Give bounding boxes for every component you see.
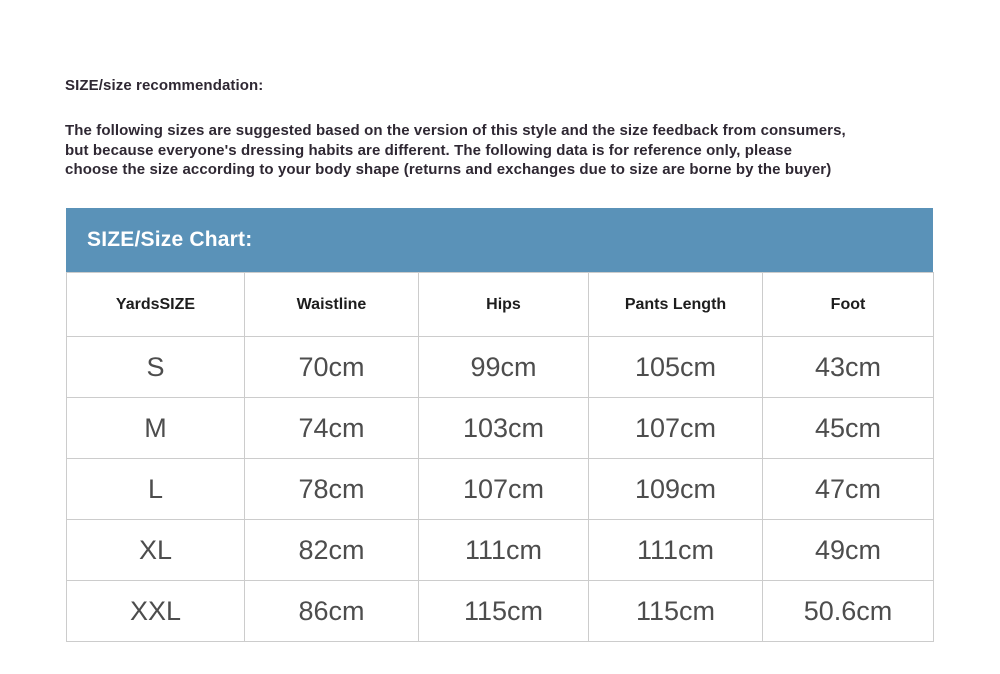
size-cell: M: [67, 398, 245, 459]
column-header-yards-size: YardsSIZE: [67, 273, 245, 337]
hips-cell: 107cm: [419, 459, 589, 520]
disclaimer-line-2: but because everyone's dressing habits are different. The following data is for reference only, please: [65, 141, 793, 159]
pants-length-cell: 109cm: [589, 459, 763, 520]
table-row-xl: [67, 520, 934, 581]
column-header-pants-length: Pants Length: [589, 273, 763, 337]
size-chart-title-bar: [66, 208, 933, 272]
table-row-l: [67, 459, 934, 520]
pants-length-cell: 115cm: [589, 581, 763, 642]
column-header-waistline: Waistline: [245, 273, 419, 337]
disclaimer-line-3: choose the size according to your body shape (returns and exchanges due to size are borne by the buyer): [65, 161, 832, 178]
foot-cell: 43cm: [763, 337, 934, 398]
hips-cell: 115cm: [419, 581, 589, 642]
waistline-cell: 82cm: [245, 520, 419, 581]
waistline-cell: 86cm: [245, 581, 419, 642]
size-cell: L: [67, 459, 245, 520]
hips-cell: 111cm: [419, 520, 589, 581]
hips-cell: 99cm: [419, 337, 589, 398]
page-title: SIZE/size recommendation:: [65, 77, 264, 94]
waistline-cell: 70cm: [245, 337, 419, 398]
size-chart-section: [66, 208, 933, 642]
table-row-xxl: [67, 581, 934, 642]
waistline-cell: 78cm: [245, 459, 419, 520]
size-cell: S: [67, 337, 245, 398]
foot-cell: 49cm: [763, 520, 934, 581]
pants-length-cell: 111cm: [589, 520, 763, 581]
size-chart-title: SIZE/Size Chart:: [87, 228, 253, 251]
disclaimer-line-1: The following sizes are suggested based on the version of this style and the size feedback from consumers,: [65, 122, 846, 139]
table-header-row: [67, 273, 934, 337]
size-disclaimer-text: [65, 121, 945, 180]
size-cell: XXL: [67, 581, 245, 642]
size-table: [66, 272, 934, 642]
hips-cell: 103cm: [419, 398, 589, 459]
column-header-hips: Hips: [419, 273, 589, 337]
table-row-m: [67, 398, 934, 459]
foot-cell: 45cm: [763, 398, 934, 459]
table-row-s: [67, 337, 934, 398]
size-cell: XL: [67, 520, 245, 581]
waistline-cell: 74cm: [245, 398, 419, 459]
foot-cell: 50.6cm: [763, 581, 934, 642]
pants-length-cell: 107cm: [589, 398, 763, 459]
foot-cell: 47cm: [763, 459, 934, 520]
pants-length-cell: 105cm: [589, 337, 763, 398]
column-header-foot: Foot: [763, 273, 934, 337]
